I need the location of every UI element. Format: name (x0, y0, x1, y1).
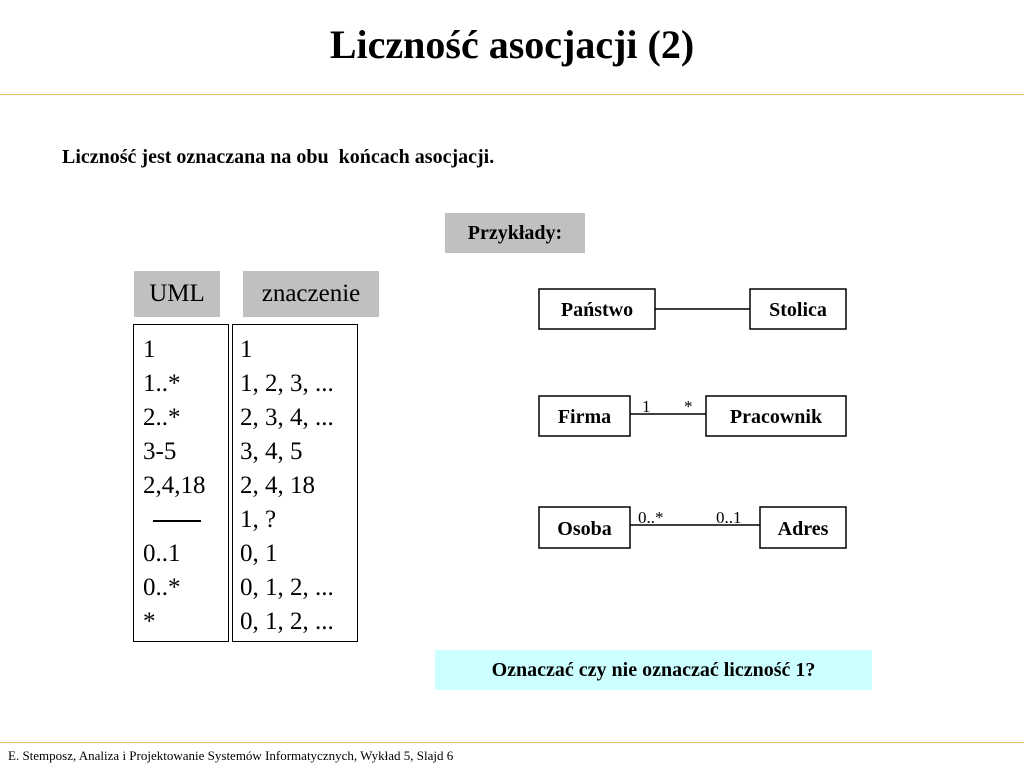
class-name-adres: Adres (777, 518, 829, 540)
meaning-values-list (240, 333, 334, 639)
multiplicity-label-adres: 0..1 (716, 508, 742, 527)
meaning-value: 0, 1 (240, 540, 278, 567)
association-panstwo-stolica (539, 289, 846, 329)
footer-divider (0, 742, 1024, 743)
multiplicity-label-pracownik: * (684, 397, 693, 416)
uml-column-header: UML (134, 271, 220, 317)
meaning-column-header: znaczenie (243, 271, 379, 317)
association-firma-pracownik (539, 396, 846, 436)
meaning-value: 0, 1, 2, ... (240, 608, 334, 635)
meaning-value: 2, 4, 18 (240, 472, 315, 499)
intro-text: Liczność jest oznaczana na obu końcach asocjacji. (62, 146, 495, 168)
meaning-value: 2, 3, 4, ... (240, 404, 334, 431)
multiplicity-label-firma: 1 (642, 397, 651, 416)
uml-value: 1 (143, 336, 156, 363)
class-name-panstwo: Państwo (560, 299, 634, 321)
association-osoba-adres (539, 507, 846, 548)
uml-value: 2,4,18 (143, 472, 206, 499)
uml-value: 1..* (143, 370, 181, 397)
title-divider (0, 94, 1024, 95)
uml-value: * (143, 608, 156, 635)
meaning-value: 1, ? (240, 506, 277, 533)
multiplicity-label-osoba: 0..* (638, 508, 664, 527)
class-name-firma: Firma (557, 406, 612, 428)
uml-values-list (143, 333, 206, 639)
meaning-value: 3, 4, 5 (240, 438, 303, 465)
slide-footer: E. Stemposz, Analiza i Projektowanie Systemów Informatycznych, Wykład 5, Slajd 6 (8, 748, 454, 763)
class-name-pracownik: Pracownik (729, 406, 823, 428)
uml-value: 2..* (143, 404, 181, 431)
meaning-value: 0, 1, 2, ... (240, 574, 334, 601)
examples-label: Przykłady: (445, 213, 585, 253)
class-name-stolica: Stolica (769, 299, 827, 321)
association-line-sample (153, 520, 201, 522)
association-examples-diagram (530, 280, 860, 570)
slide-title: Liczność asocjacji (2) (329, 22, 695, 67)
uml-value: 0..1 (143, 540, 181, 567)
uml-value: 0..* (143, 574, 181, 601)
meaning-value: 1, 2, 3, ... (240, 370, 334, 397)
uml-value: 3-5 (143, 438, 177, 465)
class-name-osoba: Osoba (557, 518, 612, 540)
meaning-value: 1 (240, 336, 253, 363)
question-note: Oznaczać czy nie oznaczać liczność 1? (435, 650, 872, 690)
uml-value-no-label (143, 503, 206, 537)
